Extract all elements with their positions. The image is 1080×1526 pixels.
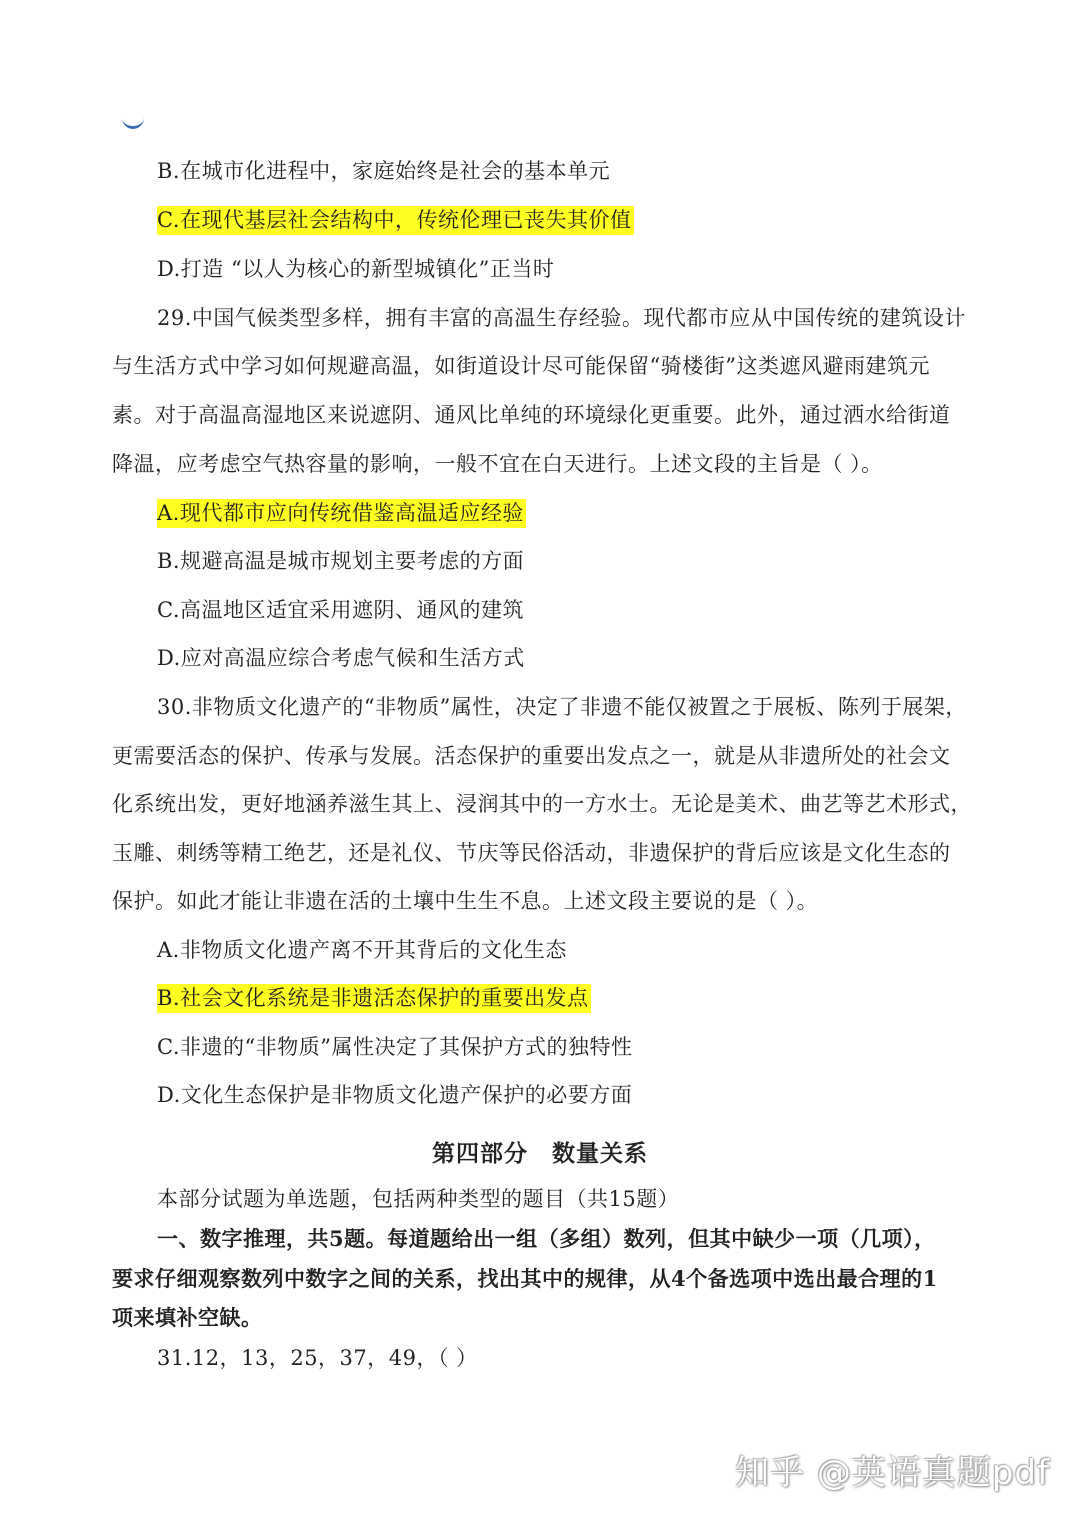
text-line [157,155,610,187]
text-line [112,448,883,480]
line-text: 31.12，13，25，37，49，（ ） [157,1346,478,1370]
text-line [112,1263,938,1295]
page-corner-mark [122,112,144,129]
text-line [157,1223,936,1255]
line-text: C.在现代基层社会结构中，传统伦理已丧失其价值 [157,206,634,235]
line-text: A.现代都市应向传统借鉴高温适应经验 [157,499,526,528]
line-text: 化系统出发，更好地涵养滋生其上、浸润其中的一方水士。无论是美术、曲艺等艺术形式， [112,792,972,816]
line-text: 保护。如此才能让非遗在活的土壤中生生不息。上述文段主要说的是（ ）。 [112,889,819,913]
line-text: D.文化生态保护是非物质文化遗产保护的必要方面 [157,1083,633,1107]
text-line [157,1183,679,1215]
line-text: 第四部分 数量关系 [432,1141,648,1167]
line-text: B.规避高温是城市规划主要考虑的方面 [157,549,525,573]
section-title [0,1135,1080,1168]
text-line [157,1079,632,1111]
text-line [112,1302,263,1334]
text-line [157,1031,632,1063]
line-text: B.在城市化进程中，家庭始终是社会的基本单元 [157,159,611,183]
line-text: D.打造 “以人为核心的新型城镇化”正当时 [157,257,555,281]
text-line [157,253,554,285]
text-line [112,399,951,431]
line-text: 本部分试题为单选题，包括两种类型的题目（共15题） [157,1187,680,1211]
line-text: 30.非物质文化遗产的“非物质”属性，决定了非遗不能仅被置之于展板、陈列于展架， [157,695,967,719]
highlighted-answer-line [157,982,591,1014]
line-text: 与生活方式中学习如何规避高温，如街道设计尽可能保留“骑楼街”这类遮风避雨建筑元 [112,354,930,378]
text-line [112,740,951,772]
line-text: A.非物质文化遗产离不开其背后的文化生态 [157,938,567,962]
line-text: 一、数字推理，共5题。每道题给出一组（多组）数列，但其中缺少一项（几项）， [157,1226,936,1251]
line-text: 降温，应考虑空气热容量的影响，一般不宜在白天进行。上述文段的主旨是（ ）。 [112,452,883,476]
text-line [157,691,967,723]
line-text: 要求仔细观察数列中数字之间的关系，找出其中的规律，从4个备选项中选出最合理的1 [112,1266,938,1291]
line-text: D.应对高温应综合考虑气候和生活方式 [157,646,525,670]
text-line [157,302,966,334]
watermark: 知乎 @英语真题pdf [735,1453,1050,1493]
text-line [157,594,524,626]
line-text: 更需要活态的保护、传承与发展。活态保护的重要出发点之一，就是从非遗所处的社会文 [112,744,951,768]
text-line [112,788,972,820]
highlighted-answer-line [157,204,634,236]
line-text: 玉雕、刺绣等精工绝艺，还是礼仪、节庆等民俗活动，非遗保护的背后应该是文化生态的 [112,841,951,865]
line-text: 素。对于高温高湿地区来说遮阴、通风比单纯的环境绿化更重要。此外，通过洒水给街道 [112,403,951,427]
line-text: B.社会文化系统是非遗活态保护的重要出发点 [157,984,591,1013]
highlighted-answer-line [157,497,526,529]
text-line [112,350,930,382]
line-text: 项来填补空缺。 [112,1305,263,1330]
line-text: 29.中国气候类型多样，拥有丰富的高温生存经验。现代都市应从中国传统的建筑设计 [157,306,966,330]
line-text: C.高温地区适宜采用遮阴、通风的建筑 [157,598,524,622]
text-line [112,837,951,869]
text-line [157,1342,478,1374]
line-text: C.非遗的“非物质”属性决定了其保护方式的独特性 [157,1035,633,1059]
text-line [157,934,567,966]
text-line [157,642,525,674]
text-line [112,885,818,917]
text-line [157,545,524,577]
